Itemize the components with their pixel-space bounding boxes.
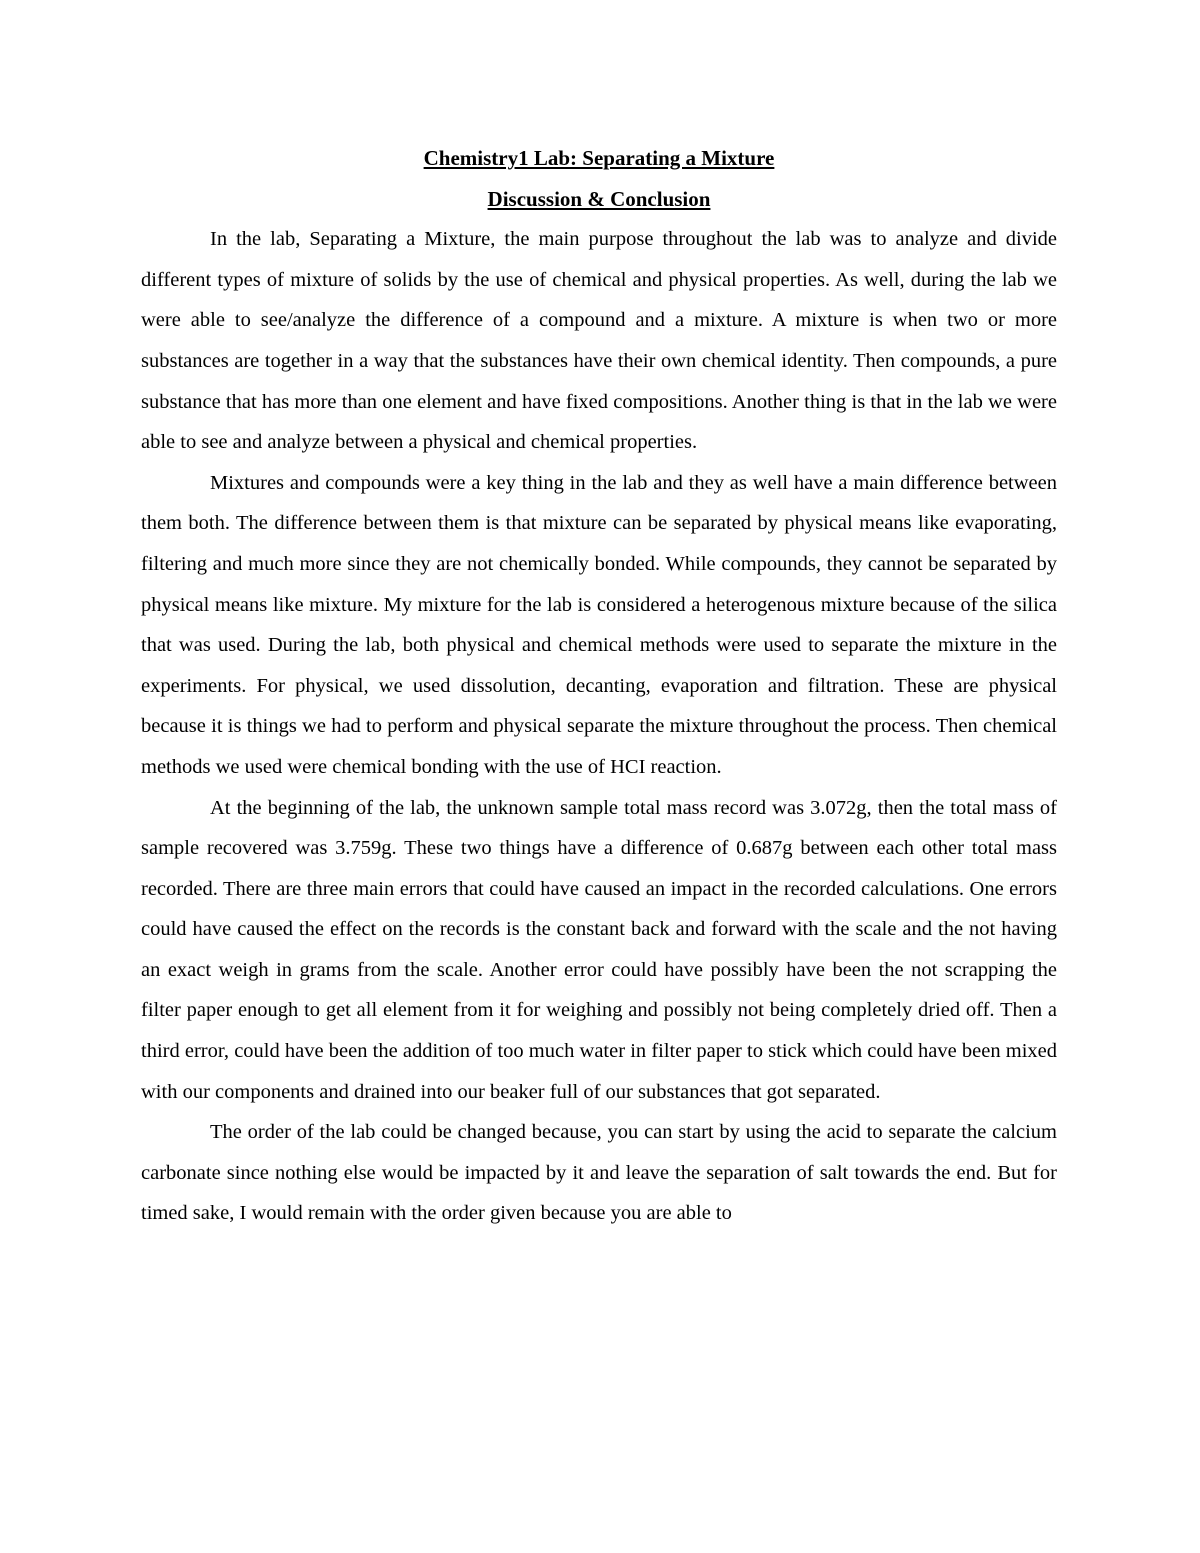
document-subtitle: Discussion & Conclusion bbox=[487, 186, 711, 211]
paragraph-mixtures-compounds: Mixtures and compounds were a key thing in the lab and they as well have a main difference between them both. The difference between them is that mixture can be separated by physical means like evaporating, filtering and much more since they are not chemically bonded. While compounds, they cannot be separated by physical means like mixture. My mixture for the lab is considered a heterogenous mixture because of the silica that was used. During the lab, both physical and chemical methods were used to separate the mixture in the experiments. For physical, we used dissolution, decanting, evaporation and filtration. These are physical because it is things we had to perform and physical separate the mixture throughout the process. Then chemical methods we used were chemical bonding with the use of HCI reaction. bbox=[141, 471, 1057, 778]
paragraph-lab-order: The order of the lab could be changed because, you can start by using the acid to separate the calcium carbonate since nothing else would be impacted by it and leave the separation of salt towards the end. But for timed sake, I would remain with the order given because you are able to bbox=[141, 1121, 1057, 1225]
document-body bbox=[141, 138, 1057, 1234]
paragraph-errors: At the beginning of the lab, the unknown sample total mass record was 3.072g, then the total mass of sample recovered was 3.759g. These two things have a difference of 0.687g between each other total mass recorded. There are three main errors that could have caused an impact in the recorded calculations. One errors could have caused the effect on the records is the constant back and forward with the scale and the not having an exact weigh in grams from the scale. Another error could have possibly have been the not scrapping the filter paper enough to get all element from it for weighing and possibly not being completely dried off. Then a third error, could have been the addition of too much water in filter paper to stick which could have been mixed with our components and drained into our beaker full of our substances that got separated. bbox=[141, 796, 1057, 1103]
document-title: Chemistry1 Lab: Separating a Mixture bbox=[423, 146, 775, 170]
paragraph-purpose: In the lab, Separating a Mixture, the main purpose throughout the lab was to analyze and divide different types of mixture of solids by the use of chemical and physical properties. As well, during the lab we were able to see/analyze the difference of a compound and a mixture. A mixture is when two or more substances are together in a way that the substances have their own chemical identity. Then compounds, a pure substance that has more than one element and have fixed compositions. Another thing is that in the lab we were able to see and analyze between a physical and chemical properties. bbox=[141, 228, 1057, 454]
